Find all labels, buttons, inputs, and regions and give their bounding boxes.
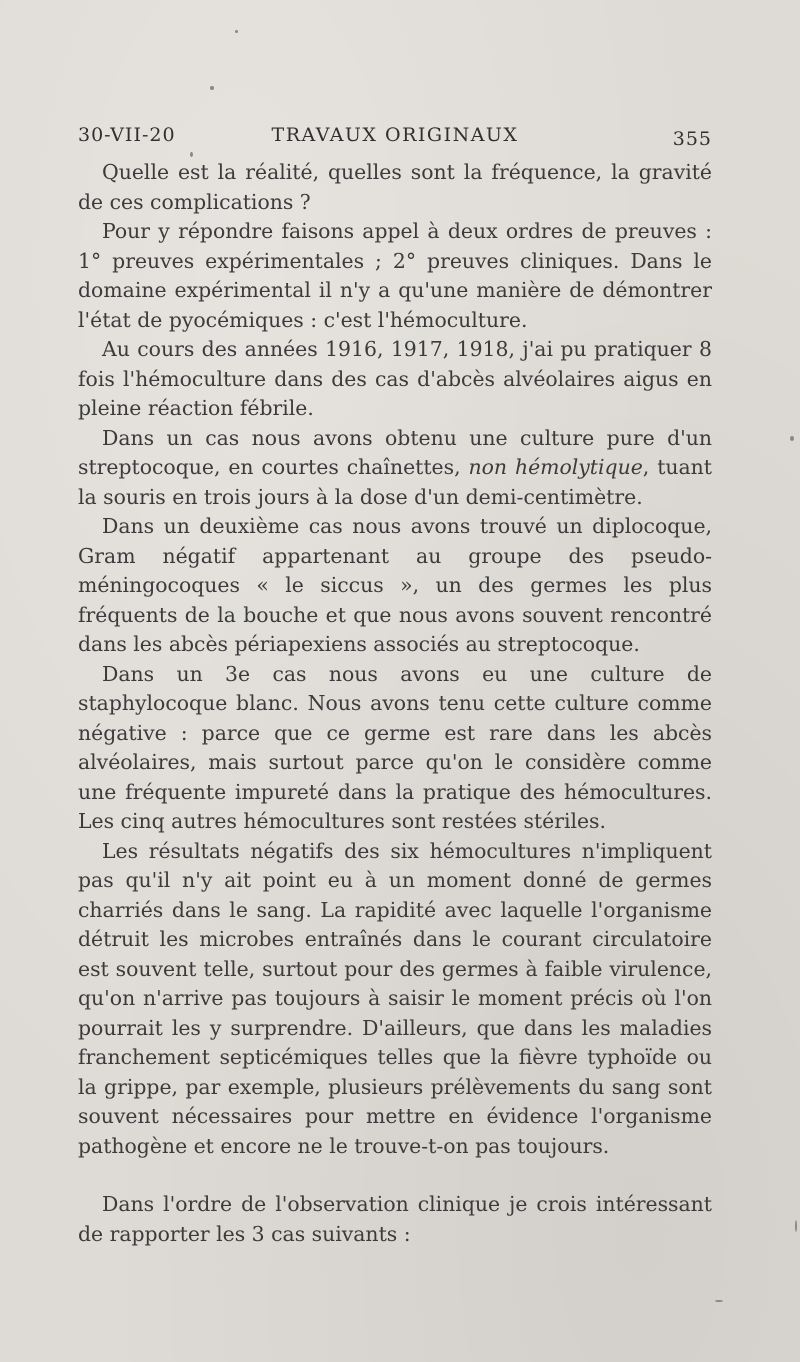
paragraph-7: Les résultats négatifs des six hémocultures n'impliquent pas qu'il n'y ait point eu à un moment donné de germes charriés dans le sang. La rapidité avec laquelle l'organisme détruit les microbes entraînés dans le courant circulatoire est souvent telle, surtout pour des germes à faible virulence, qu'on n'arrive pas toujours à saisir le moment précis où l'on pourrait les y surprendre. D'ailleurs, que dans les maladies franchement septicémiques telles que la fièvre typhoïde ou la grippe, par exemple, plusieurs prélèvements du sang sont souvent nécessaires pour mettre en évidence l'organisme pathogène et encore ne le trouve-t-on pas toujours.	[78, 838, 712, 1158]
paragraph-8: Dans l'ordre de l'observation clinique je crois intéressant de rapporter les 3 cas suivants :	[78, 1192, 712, 1246]
paper-speck	[210, 86, 214, 90]
paragraph-1: Quelle est la réalité, quelles sont la fréquence, la gravité de ces complications ?	[78, 160, 712, 214]
paragraph-5: Dans un deuxième cas nous avons trouvé un diplocoque, Gram négatif appartenant au groupe des pseudo-méningocoques « le siccus », un des germes les plus fréquents de la bouche et que nous avons souvent rencontré dans les abcès périapexiens associés au streptocoque.	[78, 514, 712, 656]
paragraph-3: Au cours des années 1916, 1917, 1918, j'ai pu pratiquer 8 fois l'hémoculture dans des cas d'abcès alvéolaires aigus en pleine réaction fébrile.	[78, 337, 712, 420]
paragraph-4-before: Dans un cas nous avons obtenu une culture pure d'un streptocoque, en courtes chaînettes,	[78, 425, 712, 479]
paragraph-2: Pour y répondre faisons appel à deux ordres de preuves : 1° preuves expérimentales ; 2° preuves cliniques. Dans le domaine expérimental il n'y a qu'une manière de démontrer l'état de pyocémiques : c'est l'hémoculture.	[78, 219, 712, 332]
header-date: 30-VII-20	[78, 124, 176, 146]
article-body	[78, 158, 712, 1249]
paper-speck	[790, 436, 794, 441]
paragraph-6: Dans un 3e cas nous avons eu une culture de staphylocoque blanc. Nous avons tenu cette culture comme négative : parce que ce germe est rare dans les abcès alvéolaires, mais surtout parce qu'on le considère comme une fréquente impureté dans la pratique des hémocultures. Les cinq autres hémocultures sont restées stériles.	[78, 661, 712, 833]
header-title: TRAVAUX ORIGINAUX	[271, 124, 519, 146]
paragraph-4-after: , tuant la souris en trois jours à la dose d'un demi-centimètre.	[78, 455, 713, 509]
paper-speck	[795, 1220, 797, 1232]
paper-speck	[235, 30, 238, 33]
paragraph-4-italic: non hémolytique	[468, 455, 643, 479]
paragraph-4	[78, 424, 712, 513]
running-header	[78, 124, 712, 154]
paper-speck	[715, 1300, 723, 1302]
page-number: 355	[672, 128, 712, 150]
